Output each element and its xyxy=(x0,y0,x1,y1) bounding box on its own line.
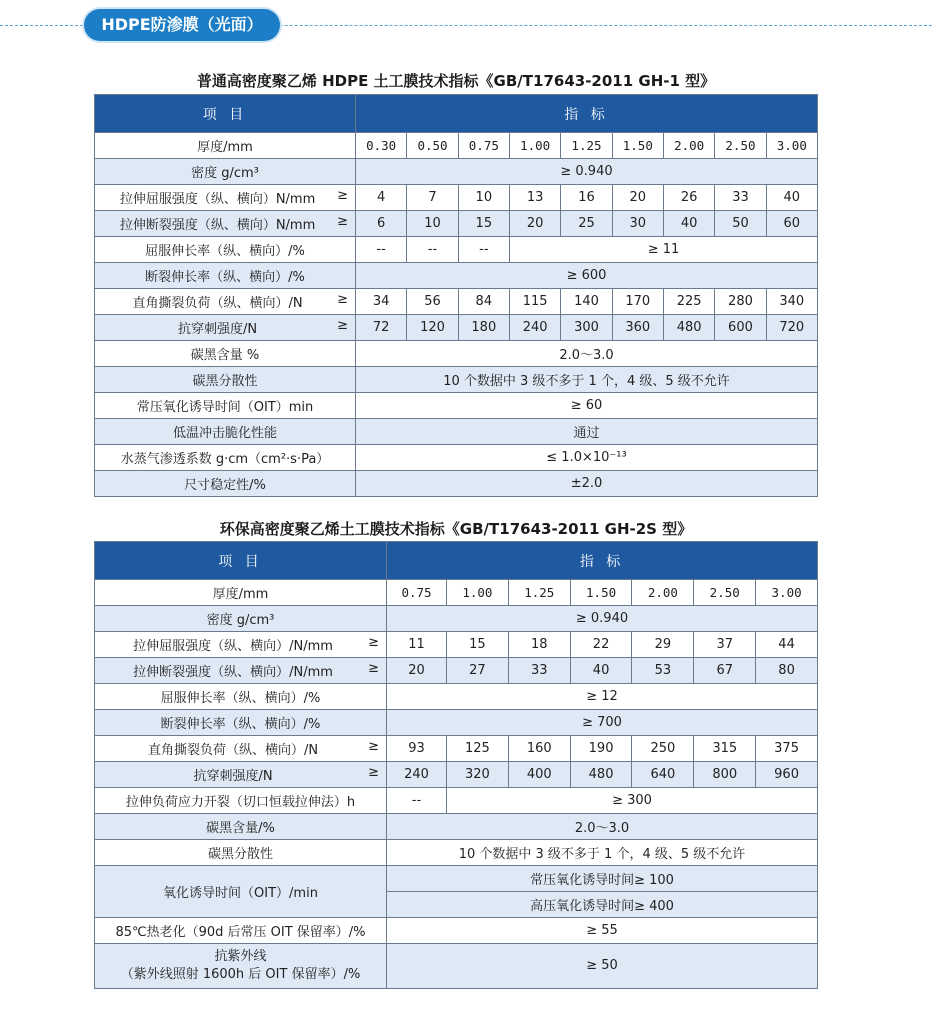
value-cell: 80 xyxy=(756,658,818,684)
table-row xyxy=(95,211,818,237)
value-cell: 2.0～3.0 xyxy=(387,814,818,840)
row-label xyxy=(95,710,387,736)
row-label-text: 碳黑分散性 xyxy=(192,374,258,389)
value-cell: 315 xyxy=(694,736,756,762)
value-cell: 2.0～3.0 xyxy=(356,341,818,367)
value-cell: 93 xyxy=(387,736,447,762)
value-cell: 10 xyxy=(407,211,458,237)
header-row xyxy=(95,95,818,133)
value-cell: 0.30 xyxy=(356,133,407,159)
row-label-text: 常压氧化诱导时间（OIT）min xyxy=(136,400,314,415)
value-cell: 10 xyxy=(458,185,509,211)
value-cell: 140 xyxy=(561,289,612,315)
table-row xyxy=(95,658,818,684)
value-cell: ≥ 50 xyxy=(387,944,818,989)
header-row xyxy=(95,542,818,580)
row-label-text: 厚度/mm xyxy=(212,587,269,602)
row-label xyxy=(95,762,387,788)
row-label xyxy=(95,263,356,289)
row-label xyxy=(95,736,387,762)
header-spec: 指 标 xyxy=(356,95,818,133)
value-cell: 2.50 xyxy=(694,580,756,606)
row-label xyxy=(95,367,356,393)
value-cell: 18 xyxy=(508,632,570,658)
table-row xyxy=(95,866,818,892)
table-row xyxy=(95,710,818,736)
value-cell: 170 xyxy=(612,289,663,315)
row-label xyxy=(95,393,356,419)
value-cell: 84 xyxy=(458,289,509,315)
value-cell: -- xyxy=(458,237,509,263)
row-label-text: 尺寸稳定性/% xyxy=(184,478,266,493)
value-cell: 27 xyxy=(447,658,509,684)
value-cell: 300 xyxy=(561,315,612,341)
row-label-text: 氧化诱导时间（OIT）/min xyxy=(163,886,318,901)
value-cell: 1.25 xyxy=(508,580,570,606)
value-cell: 360 xyxy=(612,315,663,341)
value-cell: 1.25 xyxy=(561,133,612,159)
table-row xyxy=(95,471,818,497)
ge-symbol: ≥ xyxy=(337,214,348,229)
value-cell: 67 xyxy=(694,658,756,684)
row-label xyxy=(95,580,387,606)
value-cell: 120 xyxy=(407,315,458,341)
value-cell: 72 xyxy=(356,315,407,341)
row-label-text: 屈服伸长率（纵、横向）/% xyxy=(145,244,305,259)
table-row xyxy=(95,341,818,367)
row-label-text: 屈服伸长率（纵、横向）/% xyxy=(160,691,321,706)
table-row xyxy=(95,315,818,341)
row-label xyxy=(95,471,356,497)
value-cell: 1.50 xyxy=(570,580,632,606)
table-row xyxy=(95,684,818,710)
table-row xyxy=(95,632,818,658)
header-item: 项 目 xyxy=(95,95,356,133)
row-label-text: 厚度/mm xyxy=(197,140,253,155)
value-cell: 6 xyxy=(356,211,407,237)
row-label-text: 断裂伸长率（纵、横向）/% xyxy=(145,270,305,285)
row-label xyxy=(95,632,387,658)
value-cell: 320 xyxy=(447,762,509,788)
row-label-text: 密度 g/cm³ xyxy=(206,613,275,628)
row-label xyxy=(95,341,356,367)
value-cell: 180 xyxy=(458,315,509,341)
table2-title: 环保高密度聚乙烯土工膜技术指标《GB/T17643-2011 GH-2S 型》 xyxy=(219,520,693,538)
value-cell: ≥ 60 xyxy=(356,393,818,419)
row-label xyxy=(95,159,356,185)
value-cell: 11 xyxy=(387,632,447,658)
row-label-line: （紫外线照射 1600h 后 OIT 保留率）/% xyxy=(120,967,361,982)
value-cell: ≥ 0.940 xyxy=(387,606,818,632)
table-row xyxy=(95,419,818,445)
row-label-text: 直角撕裂负荷（纵、横向）/N xyxy=(132,296,303,311)
ge-symbol: ≥ xyxy=(337,292,348,307)
row-label-text: 拉伸断裂强度（纵、横向）N/mm xyxy=(119,218,316,233)
table-row xyxy=(95,788,818,814)
row-label-text: 抗穿刺强度/N xyxy=(177,322,258,337)
ge-symbol: ≥ xyxy=(337,318,348,333)
row-label xyxy=(95,185,356,211)
value-cell: 0.75 xyxy=(458,133,509,159)
value-cell: 34 xyxy=(356,289,407,315)
table-row xyxy=(95,944,818,989)
row-label-text: 抗穿刺强度/N xyxy=(193,769,273,784)
row-label xyxy=(95,814,387,840)
ge-symbol: ≥ xyxy=(337,188,348,203)
value-cell: 40 xyxy=(570,658,632,684)
table-row xyxy=(95,762,818,788)
value-cell: ≤ 1.0×10⁻¹³ xyxy=(356,445,818,471)
row-label xyxy=(95,684,387,710)
row-label xyxy=(95,944,387,989)
ge-symbol: ≥ xyxy=(368,739,379,754)
value-cell: 10 个数据中 3 级不多于 1 个，4 级、5 级不允许 xyxy=(387,840,818,866)
section-badge: HDPE防渗膜（光面） xyxy=(84,9,280,41)
row-label xyxy=(95,133,356,159)
table1-title: 普通高密度聚乙烯 HDPE 土工膜技术指标《GB/T17643-2011 GH-1 型》 xyxy=(196,72,716,90)
value-cell: 25 xyxy=(561,211,612,237)
row-label-text: 断裂伸长率（纵、横向）/% xyxy=(160,717,321,732)
value-cell: 720 xyxy=(766,315,817,341)
value-cell: 125 xyxy=(447,736,509,762)
value-cell: 15 xyxy=(458,211,509,237)
value-cell: 15 xyxy=(447,632,509,658)
row-label-text: 直角撕裂负荷（纵、横向）/N xyxy=(147,743,319,758)
value-cell: 3.00 xyxy=(756,580,818,606)
value-cell: 10 个数据中 3 级不多于 1 个，4 级、5 级不允许 xyxy=(356,367,818,393)
value-cell: 40 xyxy=(766,185,817,211)
value-cell: 600 xyxy=(715,315,766,341)
row-label-text: 水蒸气渗透系数 g·cm（cm²·s·Pa） xyxy=(120,452,330,467)
row-label xyxy=(95,211,356,237)
value-cell: 13 xyxy=(509,185,560,211)
row-label-text: 拉伸负荷应力开裂（切口恒载拉伸法）h xyxy=(125,795,356,810)
row-label-text: 低温冲击脆化性能 xyxy=(172,426,277,441)
value-cell: ≥ 11 xyxy=(509,237,817,263)
spec-table-gh1 xyxy=(94,94,818,497)
value-cell: 250 xyxy=(632,736,694,762)
value-cell: 30 xyxy=(612,211,663,237)
value-cell: ≥ 55 xyxy=(387,918,818,944)
table-row xyxy=(95,263,818,289)
value-cell: 16 xyxy=(561,185,612,211)
value-cell: 29 xyxy=(632,632,694,658)
value-cell: 0.75 xyxy=(387,580,447,606)
value-cell: 480 xyxy=(663,315,714,341)
value-cell: 20 xyxy=(612,185,663,211)
row-label-text: 85℃热老化（90d 后常压 OIT 保留率）/% xyxy=(115,925,366,940)
row-label xyxy=(95,606,387,632)
header-spec: 指 标 xyxy=(387,542,818,580)
row-label-text: 密度 g/cm³ xyxy=(191,166,259,181)
value-cell: ≥ 0.940 xyxy=(356,159,818,185)
table-row xyxy=(95,133,818,159)
value-cell: 375 xyxy=(756,736,818,762)
value-cell: 20 xyxy=(387,658,447,684)
value-cell: 2.50 xyxy=(715,133,766,159)
value-cell: 280 xyxy=(715,289,766,315)
value-cell: 160 xyxy=(508,736,570,762)
table-row xyxy=(95,289,818,315)
value-cell: 33 xyxy=(508,658,570,684)
table-row xyxy=(95,367,818,393)
row-label-line: 抗紫外线 xyxy=(214,949,267,964)
value-cell: ≥ 600 xyxy=(356,263,818,289)
value-cell: 240 xyxy=(509,315,560,341)
row-label xyxy=(95,315,356,341)
value-cell: -- xyxy=(387,788,447,814)
value-cell: 960 xyxy=(756,762,818,788)
value-cell: 3.00 xyxy=(766,133,817,159)
row-label-text: 碳黑含量 % xyxy=(190,348,260,363)
table-row xyxy=(95,393,818,419)
value-cell: 37 xyxy=(694,632,756,658)
value-cell: 44 xyxy=(756,632,818,658)
row-label xyxy=(95,445,356,471)
value-cell: 800 xyxy=(694,762,756,788)
table-row xyxy=(95,918,818,944)
value-cell: 22 xyxy=(570,632,632,658)
value-cell: 2.00 xyxy=(663,133,714,159)
value-cell: 340 xyxy=(766,289,817,315)
value-cell: 60 xyxy=(766,211,817,237)
value-cell: 0.50 xyxy=(407,133,458,159)
value-cell: 50 xyxy=(715,211,766,237)
table-row xyxy=(95,445,818,471)
value-cell: ±2.0 xyxy=(356,471,818,497)
row-label xyxy=(95,289,356,315)
value-cell: 240 xyxy=(387,762,447,788)
row-label xyxy=(95,419,356,445)
value-cell: 高压氧化诱导时间≥ 400 xyxy=(387,892,818,918)
value-cell: 56 xyxy=(407,289,458,315)
value-cell: 190 xyxy=(570,736,632,762)
spec-table-gh2s xyxy=(94,541,818,989)
row-label-text: 拉伸断裂强度（纵、横向）/N/mm xyxy=(133,665,333,680)
row-label xyxy=(95,237,356,263)
value-cell: ≥ 300 xyxy=(447,788,818,814)
row-label xyxy=(95,788,387,814)
value-cell: 20 xyxy=(509,211,560,237)
value-cell: ≥ 12 xyxy=(387,684,818,710)
value-cell: 53 xyxy=(632,658,694,684)
ge-symbol: ≥ xyxy=(368,635,379,650)
value-cell: 33 xyxy=(715,185,766,211)
value-cell: 115 xyxy=(509,289,560,315)
value-cell: 1.50 xyxy=(612,133,663,159)
value-cell: 2.00 xyxy=(632,580,694,606)
value-cell: -- xyxy=(356,237,407,263)
table-row xyxy=(95,580,818,606)
table-row xyxy=(95,814,818,840)
value-cell: ≥ 700 xyxy=(387,710,818,736)
value-cell: 7 xyxy=(407,185,458,211)
value-cell: 26 xyxy=(663,185,714,211)
value-cell: 225 xyxy=(663,289,714,315)
table-row xyxy=(95,185,818,211)
table-row xyxy=(95,840,818,866)
table-row xyxy=(95,159,818,185)
header-item: 项 目 xyxy=(95,542,387,580)
ge-symbol: ≥ xyxy=(368,765,379,780)
row-label-text: 碳黑含量/% xyxy=(206,821,275,836)
value-cell: 400 xyxy=(508,762,570,788)
value-cell: 480 xyxy=(570,762,632,788)
value-cell: 1.00 xyxy=(509,133,560,159)
table-row xyxy=(95,736,818,762)
row-label-text: 碳黑分散性 xyxy=(207,847,273,862)
value-cell: 通过 xyxy=(356,419,818,445)
row-label xyxy=(95,840,387,866)
value-cell: 40 xyxy=(663,211,714,237)
row-label xyxy=(95,918,387,944)
value-cell: 常压氧化诱导时间≥ 100 xyxy=(387,866,818,892)
ge-symbol: ≥ xyxy=(368,661,379,676)
row-label-text: 拉伸屈服强度（纵、横向）N/mm xyxy=(119,192,316,207)
row-label xyxy=(95,658,387,684)
value-cell: -- xyxy=(407,237,458,263)
row-label xyxy=(95,866,387,918)
table-row xyxy=(95,606,818,632)
row-label-text: 拉伸屈服强度（纵、横向）/N/mm xyxy=(133,639,333,654)
value-cell: 640 xyxy=(632,762,694,788)
table-row xyxy=(95,237,818,263)
value-cell: 4 xyxy=(356,185,407,211)
value-cell: 1.00 xyxy=(447,580,509,606)
